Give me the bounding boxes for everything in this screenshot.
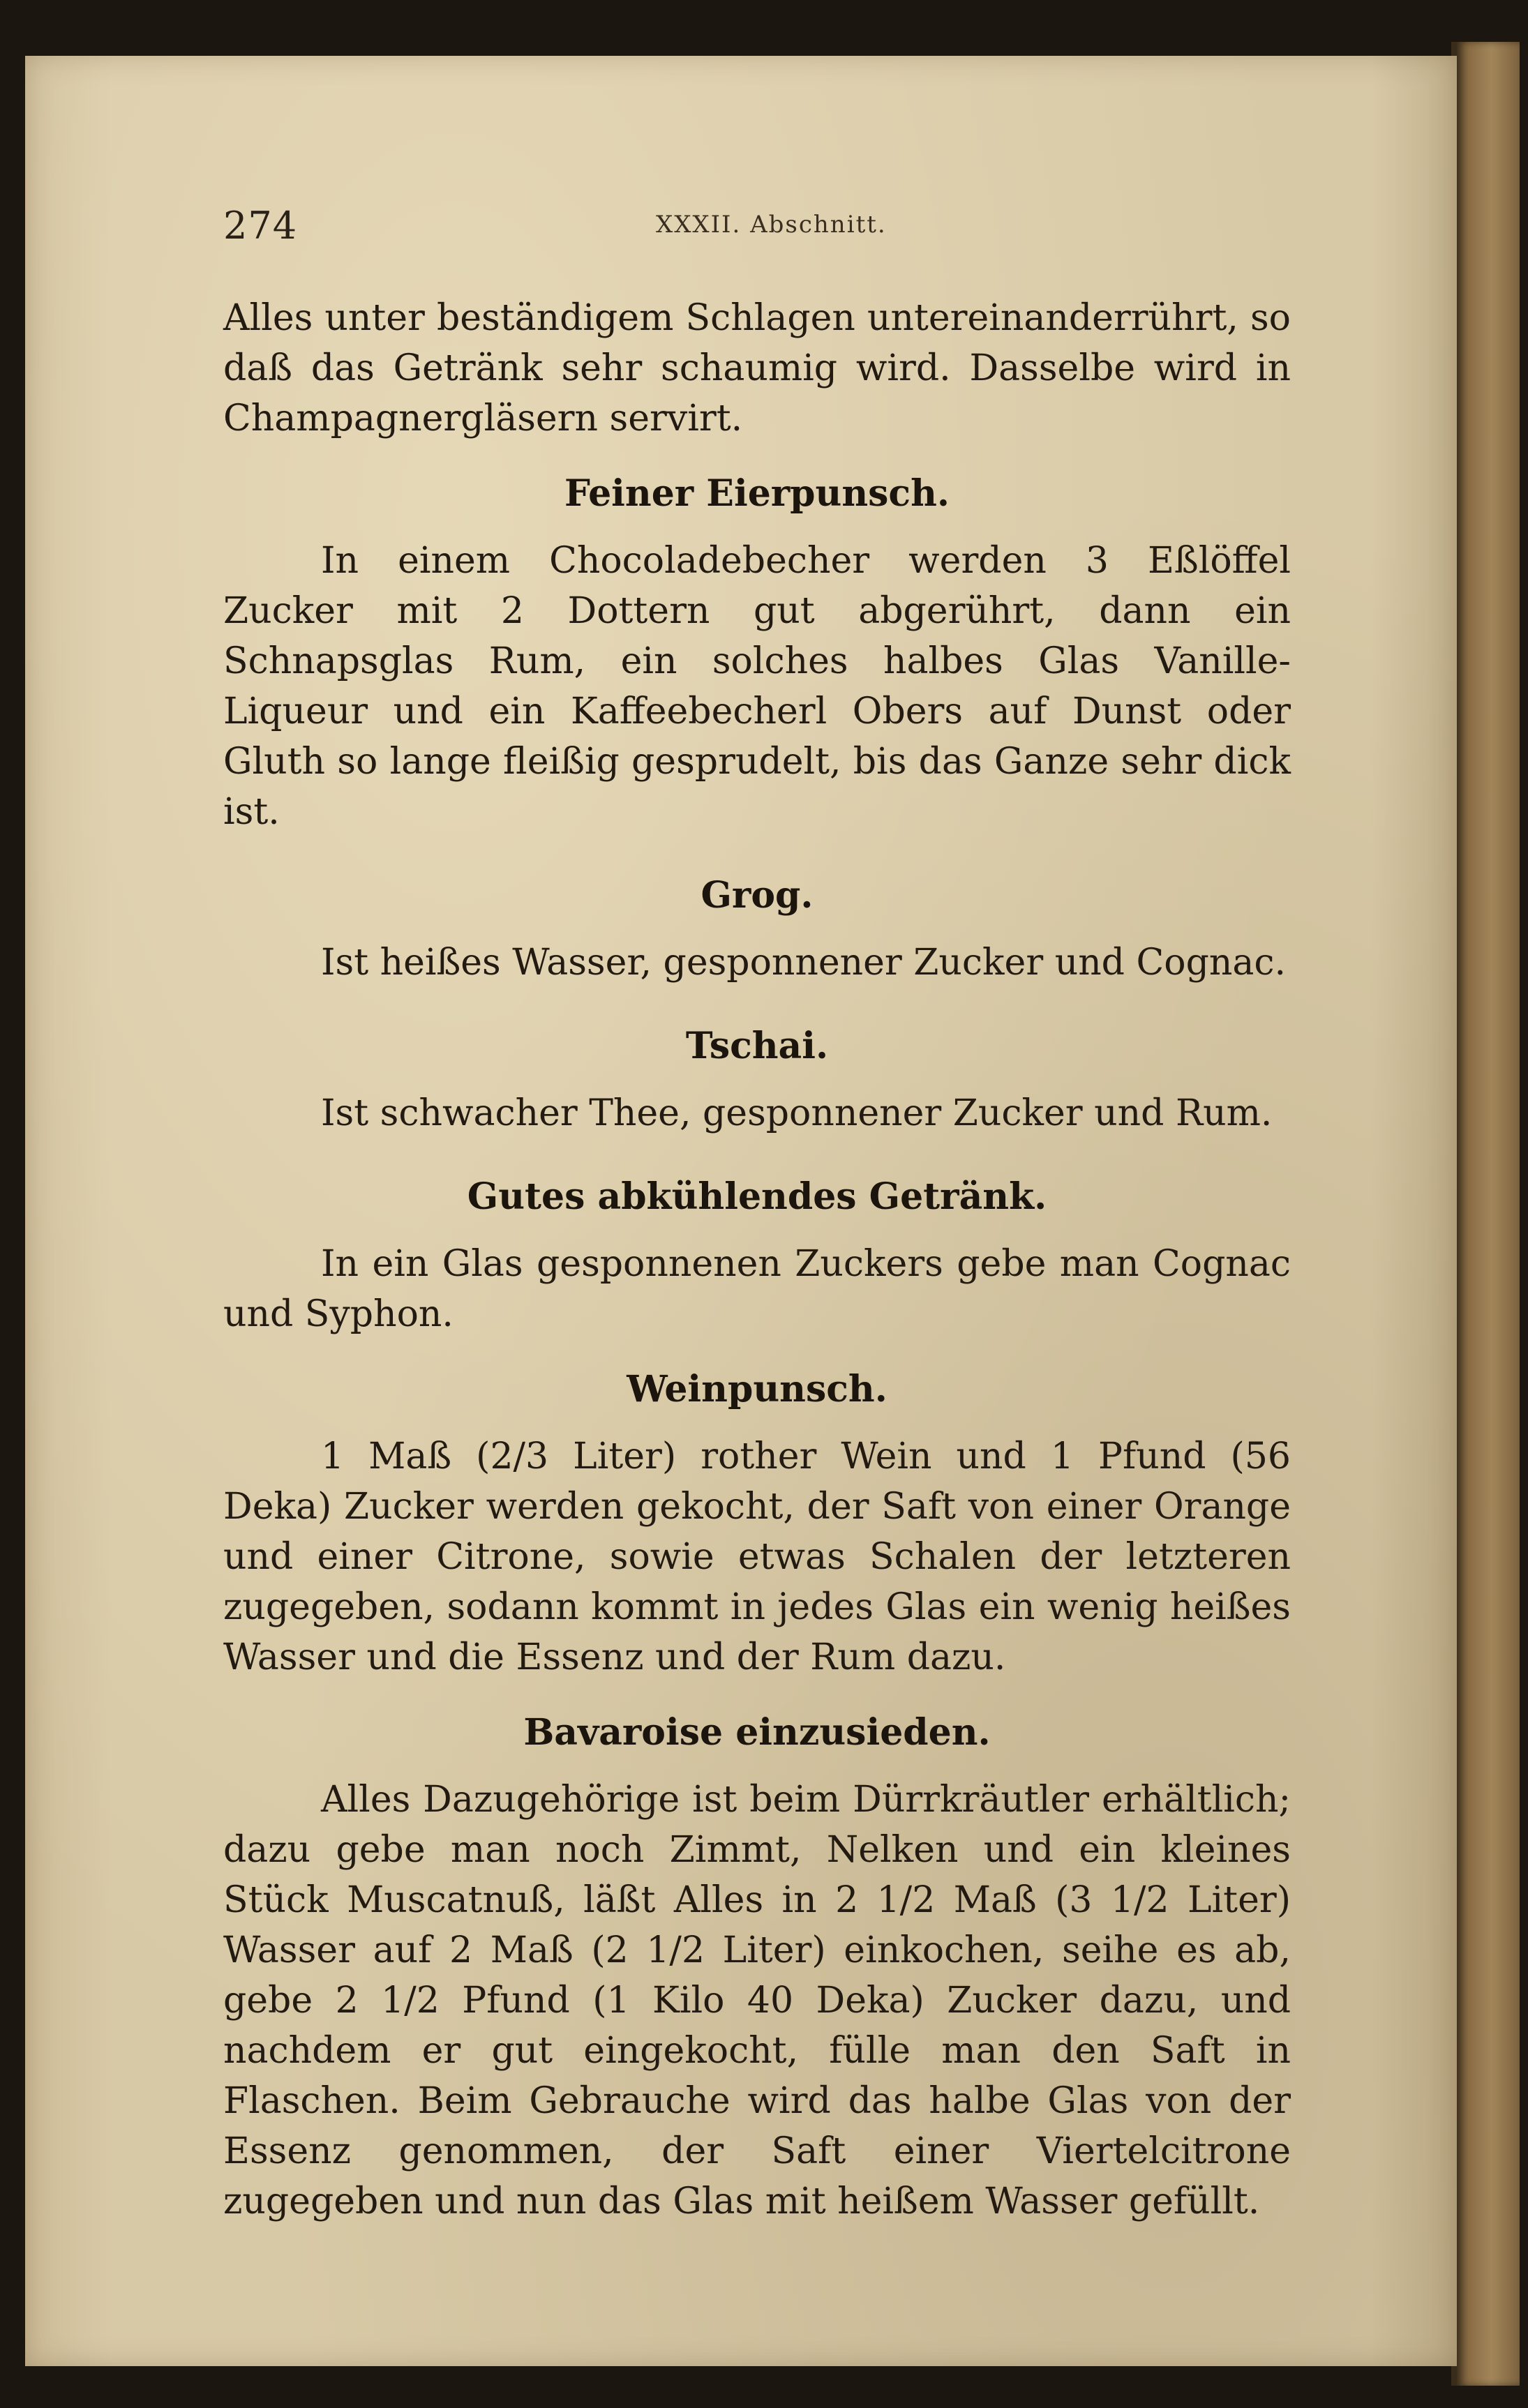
recipe-title-getraenk: Gutes abkühlendes Getränk. bbox=[467, 1175, 1047, 1218]
facing-page-edge bbox=[1457, 42, 1520, 2386]
section-heading: XXXII. Abschnitt. bbox=[656, 211, 887, 239]
recipe-title-bavaroise: Bavaroise einzusieden. bbox=[523, 1711, 991, 1754]
recipe-title-grog: Grog. bbox=[701, 874, 814, 917]
recipe-text-eierpunsch: In einem Chocoladebecher werden 3 Eßlöffel Zucker mit 2 Dottern gut abgerührt, dann ein Schnapsglas Rum, ein solches halbes Glas Vanille-Liqueur und ein Kaffeebecherl Obers auf Dunst oder Gluth so lange fleißig gesprudelt, bis das Ganze sehr dick ist. bbox=[223, 540, 1291, 833]
recipe-title-eierpunsch: Feiner Eierpunsch. bbox=[564, 472, 950, 515]
recipe-text-weinpunsch: 1 Maß (2/3 Liter) rother Wein und 1 Pfund (56 Deka) Zucker werden gekocht, der Saft von einer Orange und einer Citrone, sowie etwas Schalen der letzteren zugegeben, sodann kommt in jedes Glas ein wenig heißes Wasser und die Essenz und der Rum dazu. bbox=[223, 1436, 1291, 1678]
running-head bbox=[223, 204, 1291, 259]
recipe-title-weinpunsch: Weinpunsch. bbox=[627, 1368, 887, 1410]
page-body bbox=[223, 293, 1291, 2227]
recipe-text-grog: Ist heißes Wasser, gesponnener Zucker und Cognac. bbox=[321, 942, 1287, 984]
recipe-text-bavaroise: Alles Dazugehörige ist beim Dürrkräutler erhältlich; dazu gebe man noch Zimmt, Nelken und ein kleines Stück Muscatnuß, läßt Alles in 2 1/2 Maß (3 1/2 Liter) Wasser auf 2 Maß (2 1/2 Liter) einkochen, seihe es ab, gebe 2 1/2 Pfund (1 Kilo 40 Deka) Zucker dazu, und nachdem er gut eingekocht, fülle man den Saft in Flaschen. Beim Gebrauche wird das halbe Glas von der Essenz genommen, der Saft einer Viertelcitrone zugegeben und nun das Glas mit heißem Wasser gefüllt. bbox=[223, 1779, 1291, 2222]
recipe-title-tschai: Tschai. bbox=[685, 1025, 829, 1067]
recipe-text-tschai: Ist schwacher Thee, gesponnener Zucker und Rum. bbox=[321, 1092, 1273, 1134]
page-number: 274 bbox=[223, 204, 298, 248]
recipe-text-getraenk: In ein Glas gesponnenen Zuckers gebe man Cognac und Syphon. bbox=[223, 1243, 1291, 1335]
continuation-paragraph: Alles unter beständigem Schlagen untereinanderrührt, so daß das Getränk sehr schaumig wird. Dasselbe wird in Champagnergläsern servirt. bbox=[223, 297, 1291, 439]
